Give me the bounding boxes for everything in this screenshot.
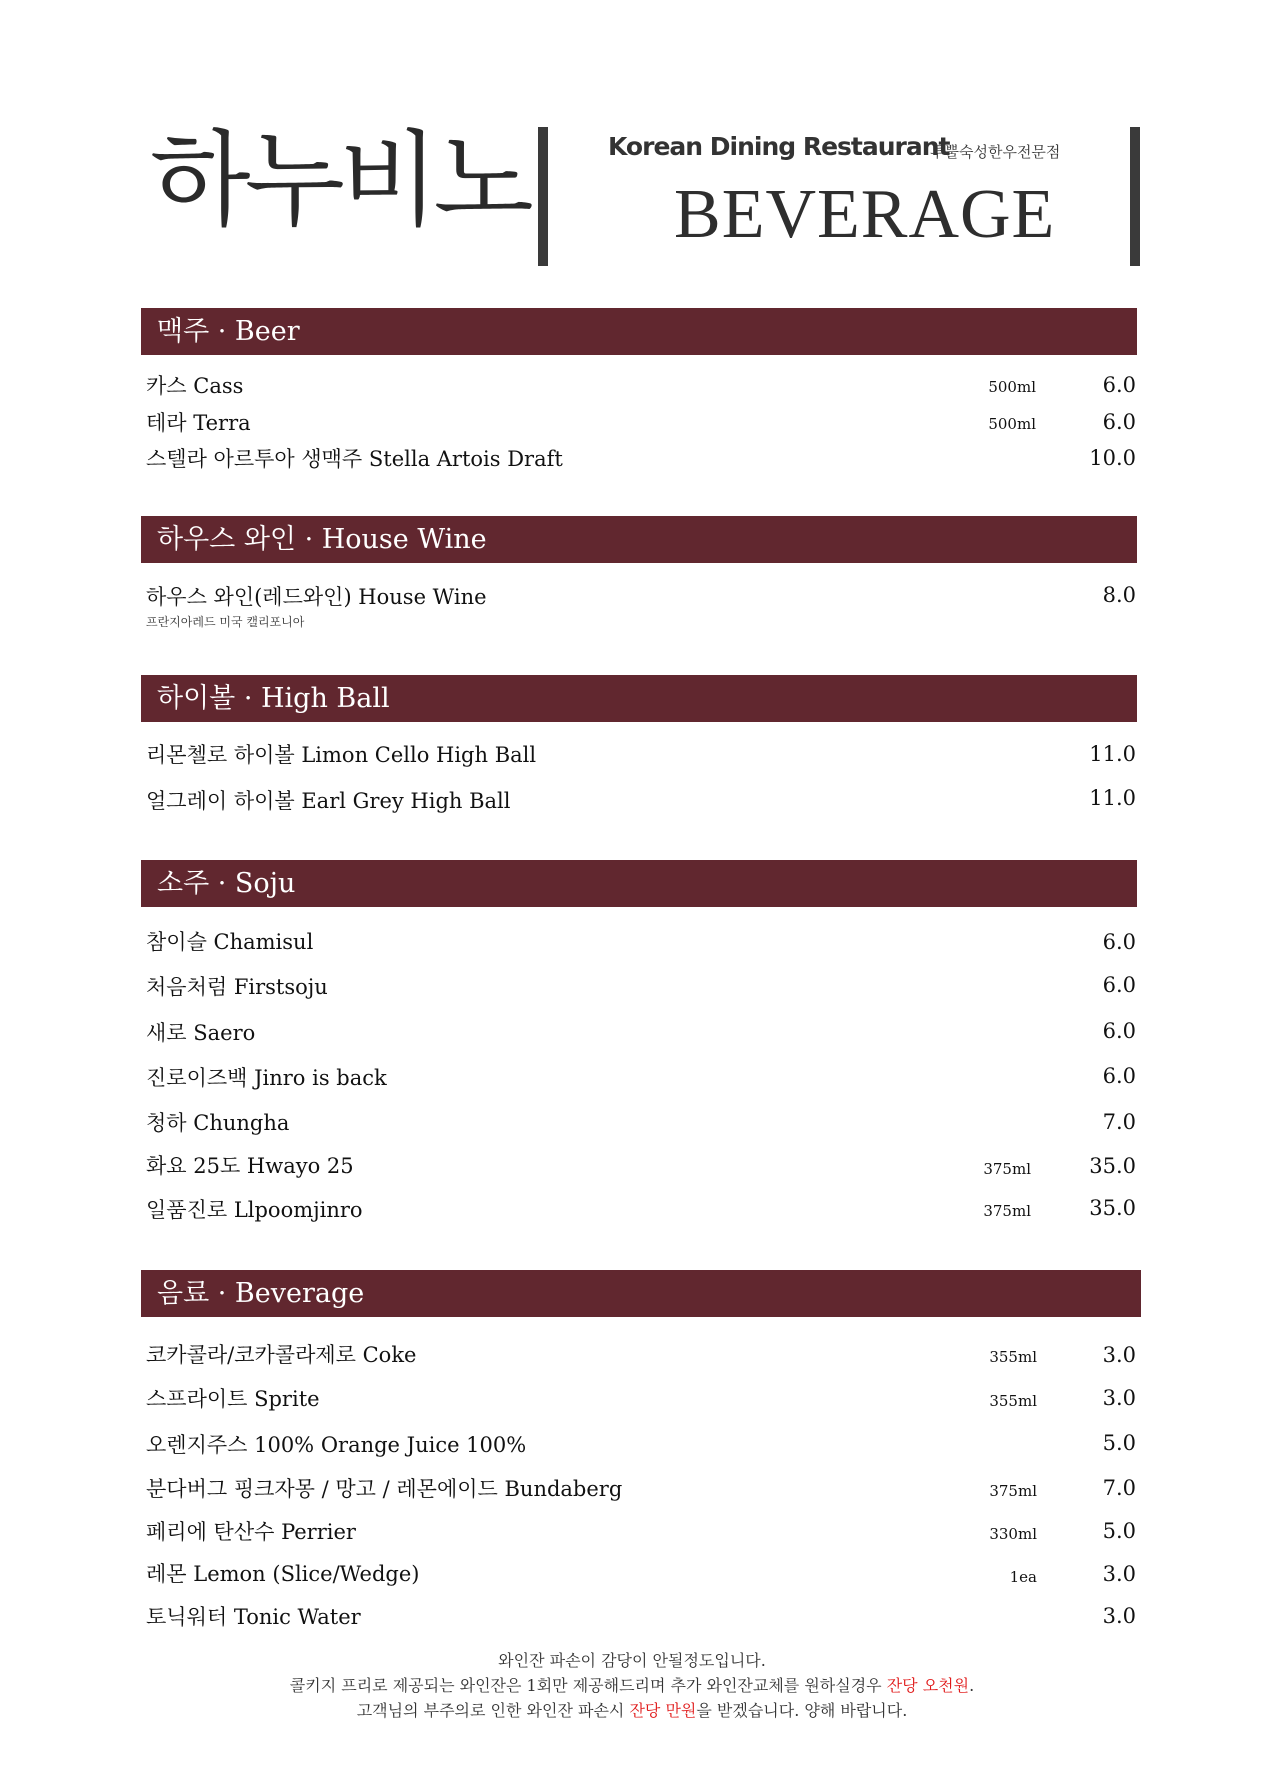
section-header-house-wine: 하우스 와인 · House Wine <box>141 516 1137 563</box>
menu-item-name: 처음처럼 Firstsoju <box>146 975 328 999</box>
menu-item-note: 프란지아레드 미국 캘리포니아 <box>146 615 305 629</box>
menu-item-name: 카스 Cass <box>146 374 244 398</box>
menu-item-name: 리몬첼로 하이볼 Limon Cello High Ball <box>146 743 537 767</box>
menu-item-price: 10.0 <box>1089 446 1136 470</box>
menu-item-price: 7.0 <box>1102 1476 1136 1500</box>
menu-item-volume: 355ml <box>989 1392 1037 1410</box>
menu-item-name: 분다버그 핑크자몽 / 망고 / 레몬에이드 Bundaberg <box>146 1477 623 1501</box>
section-header-soju: 소주 · Soju <box>141 860 1137 907</box>
footer-notice-line-2: 콜키지 프리로 제공되는 와인잔은 1회만 제공해드리며 추가 와인잔교체를 원하실경우 잔당 오천원. <box>289 1676 975 1695</box>
menu-item-price: 35.0 <box>1089 1196 1136 1220</box>
menu-item-price: 6.0 <box>1102 930 1136 954</box>
menu-item-name: 스텔라 아르투아 생맥주 Stella Artois Draft <box>146 447 563 471</box>
menu-item-name: 페리에 탄산수 Perrier <box>146 1520 356 1544</box>
menu-item-volume: 330ml <box>989 1525 1037 1543</box>
restaurant-logo: 하누비노 <box>150 119 528 241</box>
menu-item-price: 6.0 <box>1102 1064 1136 1088</box>
menu-item-name: 화요 25도 Hwayo 25 <box>146 1154 354 1178</box>
breakage-fee-highlight: 잔당 만원 <box>629 1701 697 1720</box>
menu-item-price: 6.0 <box>1102 1019 1136 1043</box>
restaurant-subtitle-kr: 투뿔숙성한우전문점 <box>930 143 1061 161</box>
menu-item-volume: 375ml <box>989 1482 1037 1500</box>
header-divider-right <box>1130 127 1140 266</box>
menu-item-price: 6.0 <box>1102 410 1136 434</box>
menu-item-name: 일품진로 Llpoomjinro <box>146 1198 363 1222</box>
menu-item-name: 스프라이트 Sprite <box>146 1387 320 1411</box>
menu-item-price: 7.0 <box>1102 1110 1136 1134</box>
menu-item-price: 11.0 <box>1089 786 1136 810</box>
footer-notice-line-3: 고객님의 부주의로 인한 와인잔 파손시 잔당 만원을 받겠습니다. 양해 바랍니다. <box>356 1701 908 1720</box>
section-header-beer: 맥주 · Beer <box>141 308 1137 355</box>
section-header-high-ball: 하이볼 · High Ball <box>141 675 1137 722</box>
menu-item-name: 하우스 와인(레드와인) House Wine <box>146 585 487 609</box>
menu-item-price: 5.0 <box>1102 1431 1136 1455</box>
menu-item-name: 토닉워터 Tonic Water <box>146 1605 361 1629</box>
menu-item-volume: 500ml <box>988 378 1036 396</box>
header-divider-left <box>538 127 548 266</box>
restaurant-subtitle: Korean Dining Restaurant <box>608 132 950 161</box>
corkage-fee-highlight: 잔당 오천원 <box>886 1676 970 1695</box>
menu-item-price: 6.0 <box>1102 373 1136 397</box>
footer-notice-line-1: 와인잔 파손이 감당이 안될정도입니다. <box>498 1651 766 1670</box>
menu-item-name: 청하 Chungha <box>146 1111 290 1135</box>
menu-item-price: 5.0 <box>1102 1519 1136 1543</box>
menu-item-price: 6.0 <box>1102 973 1136 997</box>
menu-item-price: 3.0 <box>1102 1343 1136 1367</box>
menu-item-name: 레몬 Lemon (Slice/Wedge) <box>146 1562 420 1586</box>
menu-item-volume: 1ea <box>1009 1568 1037 1586</box>
menu-item-price: 3.0 <box>1102 1604 1136 1628</box>
menu-item-price: 11.0 <box>1089 742 1136 766</box>
menu-item-name: 오렌지주스 100% Orange Juice 100% <box>146 1433 527 1457</box>
menu-item-name: 코카콜라/코카콜라제로 Coke <box>146 1343 417 1367</box>
menu-item-price: 3.0 <box>1102 1562 1136 1586</box>
menu-item-volume: 355ml <box>989 1348 1037 1366</box>
menu-item-name: 얼그레이 하이볼 Earl Grey High Ball <box>146 789 511 813</box>
menu-item-price: 3.0 <box>1102 1386 1136 1410</box>
menu-item-name: 새로 Saero <box>146 1021 256 1045</box>
menu-item-volume: 375ml <box>983 1160 1031 1178</box>
menu-item-price: 8.0 <box>1102 583 1136 607</box>
menu-item-name: 테라 Terra <box>146 411 251 435</box>
menu-item-name: 참이슬 Chamisul <box>146 930 314 954</box>
menu-item-name: 진로이즈백 Jinro is back <box>146 1066 387 1090</box>
page-title: BEVERAGE <box>674 176 1056 253</box>
section-header-beverage: 음료 · Beverage <box>141 1270 1141 1317</box>
menu-item-volume: 375ml <box>983 1202 1031 1220</box>
menu-item-volume: 500ml <box>988 415 1036 433</box>
menu-item-price: 35.0 <box>1089 1154 1136 1178</box>
